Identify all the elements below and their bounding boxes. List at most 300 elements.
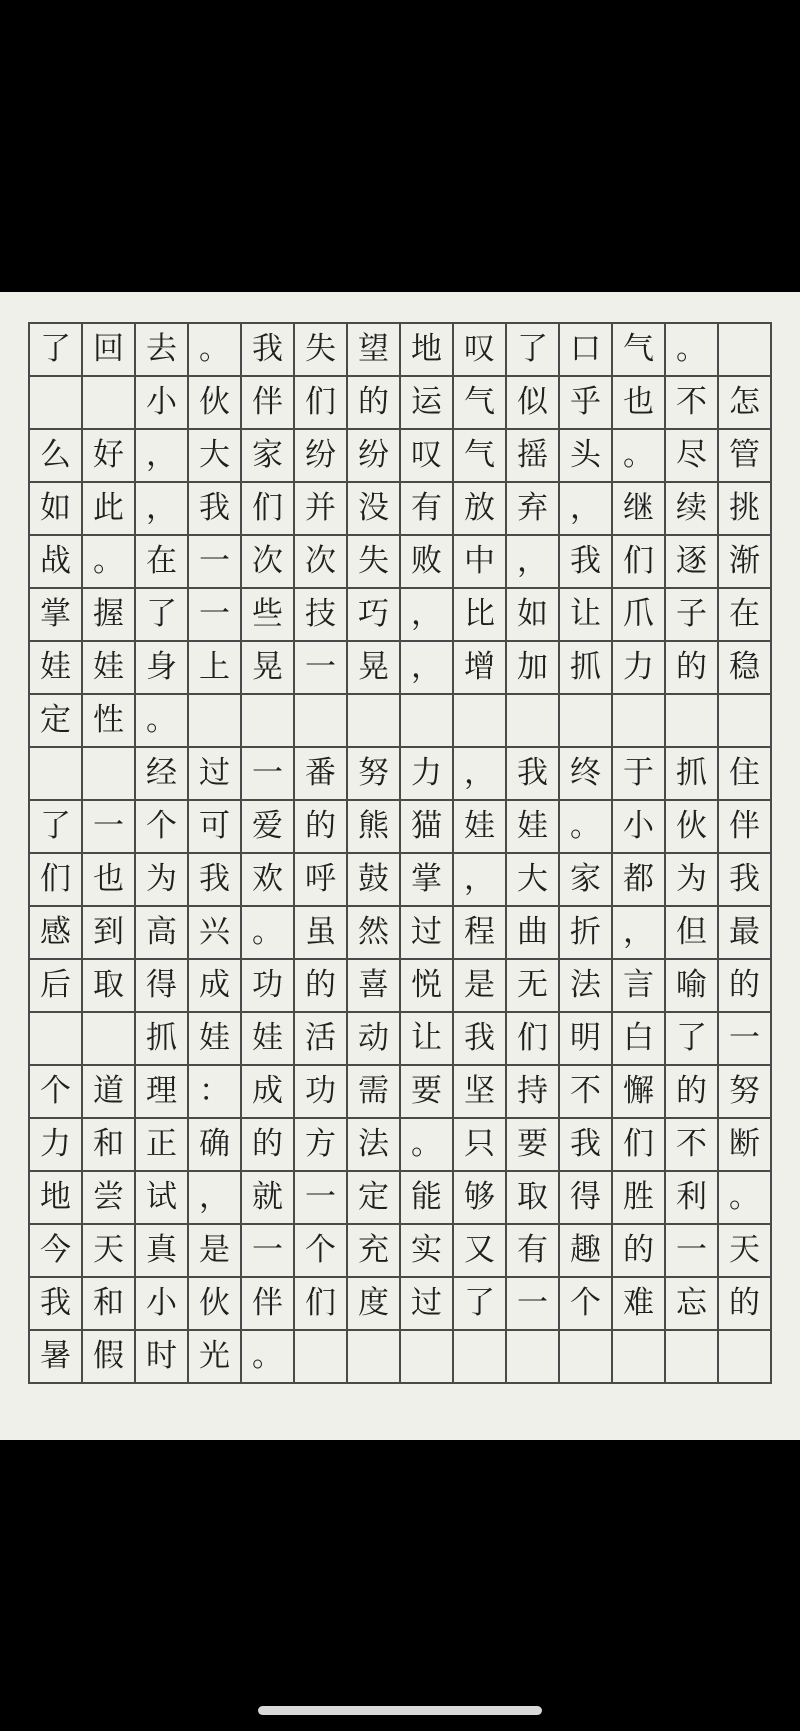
grid-cell: 掌 [401,854,454,907]
grid-cell: 的 [719,1278,772,1331]
grid-cell: 法 [348,1119,401,1172]
grid-cell: 能 [401,1172,454,1225]
grid-cell: 纷 [348,430,401,483]
grid-cell: 终 [560,748,613,801]
grid-cell [348,1331,401,1384]
grid-cell: 明 [560,1013,613,1066]
grid-cell: 力 [30,1119,83,1172]
grid-cell: 都 [613,854,666,907]
grid-cell: 娃 [454,801,507,854]
grid-cell: 我 [560,1119,613,1172]
grid-cell: 伙 [666,801,719,854]
grid-cell: 过 [401,907,454,960]
grid-cell [189,695,242,748]
essay-photo [0,292,800,1440]
grid-cell: 经 [136,748,189,801]
grid-cell: 今 [30,1225,83,1278]
grid-cell: 次 [242,536,295,589]
grid-cell: 的 [719,960,772,1013]
grid-cell: 小 [613,801,666,854]
grid-cell: 一 [189,589,242,642]
grid-cell: ， [560,483,613,536]
grid-cell: 真 [136,1225,189,1278]
grid-cell: 抓 [666,748,719,801]
grid-cell: 如 [30,483,83,536]
grid-cell: 气 [613,324,666,377]
grid-cell: 没 [348,483,401,536]
grid-cell: 正 [136,1119,189,1172]
grid-cell: 呼 [295,854,348,907]
grid-cell: 败 [401,536,454,589]
grid-cell: 于 [613,748,666,801]
grid-cell: 们 [30,854,83,907]
grid-cell: 功 [242,960,295,1013]
grid-cell: 些 [242,589,295,642]
grid-cell: 增 [454,642,507,695]
grid-cell: 得 [136,960,189,1013]
grid-cell: 动 [348,1013,401,1066]
grid-row [30,960,772,1013]
grid-cell: 稳 [719,642,772,695]
grid-cell: 了 [507,324,560,377]
grid-cell: 言 [613,960,666,1013]
grid-cell: 气 [454,377,507,430]
grid-cell: 和 [83,1278,136,1331]
grid-cell: 努 [348,748,401,801]
grid-row [30,483,772,536]
grid-cell: 和 [83,1119,136,1172]
grid-cell: 感 [30,907,83,960]
grid-cell: 有 [401,483,454,536]
grid-cell: 忘 [666,1278,719,1331]
grid-row [30,1225,772,1278]
grid-cell: 暑 [30,1331,83,1384]
grid-cell: ， [189,1172,242,1225]
grid-cell: 力 [401,748,454,801]
grid-cell [83,748,136,801]
grid-cell: 我 [719,854,772,907]
grid-cell: ， [613,907,666,960]
grid-cell: 也 [83,854,136,907]
grid-row [30,801,772,854]
grid-cell: 气 [454,430,507,483]
grid-cell: 渐 [719,536,772,589]
grid-cell: 胜 [613,1172,666,1225]
grid-cell: ， [454,748,507,801]
grid-cell: 加 [507,642,560,695]
grid-cell: 让 [560,589,613,642]
grid-cell: 坚 [454,1066,507,1119]
grid-cell: 逐 [666,536,719,589]
grid-cell: 定 [348,1172,401,1225]
grid-cell: 家 [242,430,295,483]
grid-cell: 是 [189,1225,242,1278]
grid-row [30,430,772,483]
grid-cell: 取 [507,1172,560,1225]
grid-cell: 一 [242,1225,295,1278]
grid-cell: 的 [348,377,401,430]
grid-cell: 弃 [507,483,560,536]
grid-cell: 伴 [242,377,295,430]
grid-cell [401,1331,454,1384]
grid-cell: 一 [295,1172,348,1225]
grid-cell: 小 [136,377,189,430]
grid-cell: 住 [719,748,772,801]
grid-cell: 努 [719,1066,772,1119]
grid-cell: 我 [454,1013,507,1066]
grid-cell: 最 [719,907,772,960]
grid-cell: 性 [83,695,136,748]
grid-cell: 个 [560,1278,613,1331]
grid-cell: 伙 [189,1278,242,1331]
grid-cell: 确 [189,1119,242,1172]
grid-cell: 够 [454,1172,507,1225]
grid-cell: 们 [613,1119,666,1172]
grid-cell: ， [401,589,454,642]
grid-cell: 了 [666,1013,719,1066]
grid-cell: 道 [83,1066,136,1119]
grid-cell: 我 [189,483,242,536]
grid-cell: 爱 [242,801,295,854]
grid-cell: 为 [666,854,719,907]
grid-cell: 中 [454,536,507,589]
grid-cell: 抓 [560,642,613,695]
grid-cell: 又 [454,1225,507,1278]
grid-cell [295,695,348,748]
grid-cell: 好 [83,430,136,483]
grid-cell: 我 [560,536,613,589]
grid-cell: 们 [295,377,348,430]
grid-cell: 怎 [719,377,772,430]
grid-cell: 失 [348,536,401,589]
grid-cell: 的 [295,801,348,854]
grid-cell: 定 [30,695,83,748]
grid-cell [30,377,83,430]
grid-cell: ， [454,854,507,907]
grid-cell [666,1331,719,1384]
grid-cell: 理 [136,1066,189,1119]
grid-cell: 我 [242,324,295,377]
grid-cell: 得 [560,1172,613,1225]
grid-cell: 个 [295,1225,348,1278]
grid-cell: 功 [295,1066,348,1119]
grid-cell: 。 [83,536,136,589]
grid-cell: 们 [507,1013,560,1066]
grid-row [30,1066,772,1119]
grid-cell: 大 [507,854,560,907]
grid-row [30,907,772,960]
grid-cell: 们 [242,483,295,536]
grid-cell: 不 [666,377,719,430]
grid-cell: 取 [83,960,136,1013]
grid-cell: 断 [719,1119,772,1172]
grid-cell: 大 [189,430,242,483]
grid-cell: 个 [30,1066,83,1119]
grid-row [30,1172,772,1225]
grid-cell: 试 [136,1172,189,1225]
grid-cell: ： [189,1066,242,1119]
grid-cell: 身 [136,642,189,695]
grid-cell: 兴 [189,907,242,960]
home-indicator[interactable] [258,1706,542,1715]
grid-row [30,642,772,695]
grid-cell: 掌 [30,589,83,642]
grid-cell: 似 [507,377,560,430]
grid-cell: 。 [666,324,719,377]
grid-cell [507,695,560,748]
grid-cell: 利 [666,1172,719,1225]
grid-cell: 放 [454,483,507,536]
grid-cell: 摇 [507,430,560,483]
grid-cell: 一 [83,801,136,854]
grid-cell: 子 [666,589,719,642]
grid-cell: 有 [507,1225,560,1278]
grid-cell: 娃 [189,1013,242,1066]
grid-cell: 充 [348,1225,401,1278]
grid-cell: 握 [83,589,136,642]
grid-cell: 折 [560,907,613,960]
grid-cell: 伴 [719,801,772,854]
grid-cell: 地 [401,324,454,377]
grid-cell [454,1331,507,1384]
grid-cell: 叹 [454,324,507,377]
grid-cell: 战 [30,536,83,589]
grid-row [30,589,772,642]
grid-cell: 无 [507,960,560,1013]
grid-cell: 伙 [189,377,242,430]
grid-cell [560,695,613,748]
grid-cell [666,695,719,748]
grid-cell: 只 [454,1119,507,1172]
grid-cell [613,1331,666,1384]
grid-cell: 不 [666,1119,719,1172]
grid-cell: 管 [719,430,772,483]
grid-cell: 。 [242,1331,295,1384]
grid-cell: 。 [136,695,189,748]
grid-cell: 但 [666,907,719,960]
grid-cell: 也 [613,377,666,430]
grid-cell: 地 [30,1172,83,1225]
grid-row [30,1013,772,1066]
grid-cell: 过 [401,1278,454,1331]
grid-cell [613,695,666,748]
grid-cell: 巧 [348,589,401,642]
grid-cell: 一 [507,1278,560,1331]
grid-cell: 需 [348,1066,401,1119]
grid-cell: ， [136,483,189,536]
grid-cell: 了 [30,324,83,377]
grid-cell: 让 [401,1013,454,1066]
grid-cell [348,695,401,748]
grid-cell: 的 [613,1225,666,1278]
grid-cell [242,695,295,748]
grid-cell: 爪 [613,589,666,642]
grid-cell: 一 [666,1225,719,1278]
grid-cell: 假 [83,1331,136,1384]
grid-cell: 上 [189,642,242,695]
grid-cell [401,695,454,748]
grid-cell [719,324,772,377]
grid-cell: 光 [189,1331,242,1384]
grid-cell: 此 [83,483,136,536]
grid-cell: 是 [454,960,507,1013]
grid-cell: 。 [719,1172,772,1225]
grid-cell: 继 [613,483,666,536]
grid-cell: 要 [507,1119,560,1172]
grid-cell: 失 [295,324,348,377]
grid-cell: 晃 [348,642,401,695]
grid-cell: 乎 [560,377,613,430]
grid-cell: 悦 [401,960,454,1013]
grid-cell: 纷 [295,430,348,483]
grid-cell [560,1331,613,1384]
grid-cell: 。 [560,801,613,854]
grid-row [30,1331,772,1384]
grid-cell: 可 [189,801,242,854]
grid-cell: 程 [454,907,507,960]
grid-cell: ， [136,430,189,483]
grid-cell [719,1331,772,1384]
grid-cell: 持 [507,1066,560,1119]
grid-cell: ， [401,642,454,695]
grid-cell: 个 [136,801,189,854]
grid-cell: 。 [401,1119,454,1172]
grid-cell [83,1013,136,1066]
grid-cell: 不 [560,1066,613,1119]
grid-cell: 娃 [30,642,83,695]
grid-cell: 实 [401,1225,454,1278]
grid-cell: 猫 [401,801,454,854]
grid-cell: 天 [83,1225,136,1278]
grid-cell [719,695,772,748]
grid-row [30,377,772,430]
grid-cell: 时 [136,1331,189,1384]
grid-cell: 难 [613,1278,666,1331]
grid-cell: 的 [666,1066,719,1119]
grid-cell: 我 [30,1278,83,1331]
grid-cell: 喻 [666,960,719,1013]
grid-cell: 鼓 [348,854,401,907]
grid-cell: 在 [136,536,189,589]
grid-row [30,854,772,907]
grid-cell [30,748,83,801]
grid-cell: 。 [613,430,666,483]
grid-cell: 白 [613,1013,666,1066]
grid-cell: 了 [30,801,83,854]
grid-cell: 娃 [242,1013,295,1066]
grid-cell: 要 [401,1066,454,1119]
grid-cell: 后 [30,960,83,1013]
grid-cell [507,1331,560,1384]
grid-cell: 到 [83,907,136,960]
grid-cell: 的 [666,642,719,695]
grid-cell: 活 [295,1013,348,1066]
grid-cell: 一 [295,642,348,695]
grid-cell: 一 [189,536,242,589]
grid-cell: 度 [348,1278,401,1331]
grid-cell: 并 [295,483,348,536]
grid-cell: 了 [136,589,189,642]
grid-row [30,1278,772,1331]
grid-cell: 我 [507,748,560,801]
grid-cell: 天 [719,1225,772,1278]
grid-cell: 么 [30,430,83,483]
grid-cell: 口 [560,324,613,377]
grid-cell: 小 [136,1278,189,1331]
grid-cell: 回 [83,324,136,377]
grid-cell: 法 [560,960,613,1013]
grid-cell: 成 [242,1066,295,1119]
grid-cell: 虽 [295,907,348,960]
grid-cell: 叹 [401,430,454,483]
grid-cell: ， [507,536,560,589]
grid-row [30,695,772,748]
grid-cell: 就 [242,1172,295,1225]
grid-cell: 欢 [242,854,295,907]
grid-cell: 喜 [348,960,401,1013]
grid-cell: 趣 [560,1225,613,1278]
grid-cell [83,377,136,430]
grid-cell: 们 [295,1278,348,1331]
grid-row [30,536,772,589]
grid-cell: 一 [719,1013,772,1066]
grid-cell: 头 [560,430,613,483]
grid-cell: 娃 [83,642,136,695]
grid-cell: 曲 [507,907,560,960]
grid-cell: 家 [560,854,613,907]
grid-row [30,324,772,377]
grid-cell: 然 [348,907,401,960]
grid-cell: 尝 [83,1172,136,1225]
grid-cell: 续 [666,483,719,536]
grid-cell: 过 [189,748,242,801]
grid-cell: 我 [189,854,242,907]
grid-cell: 如 [507,589,560,642]
grid-cell: 的 [242,1119,295,1172]
grid-cell: 熊 [348,801,401,854]
grid-cell: 运 [401,377,454,430]
grid-cell: 番 [295,748,348,801]
grid-cell: 们 [613,536,666,589]
grid-cell [454,695,507,748]
grid-cell [30,1013,83,1066]
grid-cell: 去 [136,324,189,377]
grid-cell: 成 [189,960,242,1013]
grid-cell: 娃 [507,801,560,854]
grid-cell: 比 [454,589,507,642]
grid-cell: 的 [295,960,348,1013]
grid-cell: 伴 [242,1278,295,1331]
grid-cell: 为 [136,854,189,907]
grid-row [30,1119,772,1172]
grid-cell [295,1331,348,1384]
grid-cell: 次 [295,536,348,589]
grid-cell: 方 [295,1119,348,1172]
grid-cell: 。 [189,324,242,377]
grid-cell: 望 [348,324,401,377]
grid-cell: 晃 [242,642,295,695]
grid-cell: 技 [295,589,348,642]
grid-cell: 在 [719,589,772,642]
grid-cell: 一 [242,748,295,801]
grid-cell: 了 [454,1278,507,1331]
grid-cell: 力 [613,642,666,695]
grid-cell: 高 [136,907,189,960]
writing-grid [28,322,772,1384]
grid-cell: 尽 [666,430,719,483]
grid-cell: 抓 [136,1013,189,1066]
grid-cell: 。 [242,907,295,960]
